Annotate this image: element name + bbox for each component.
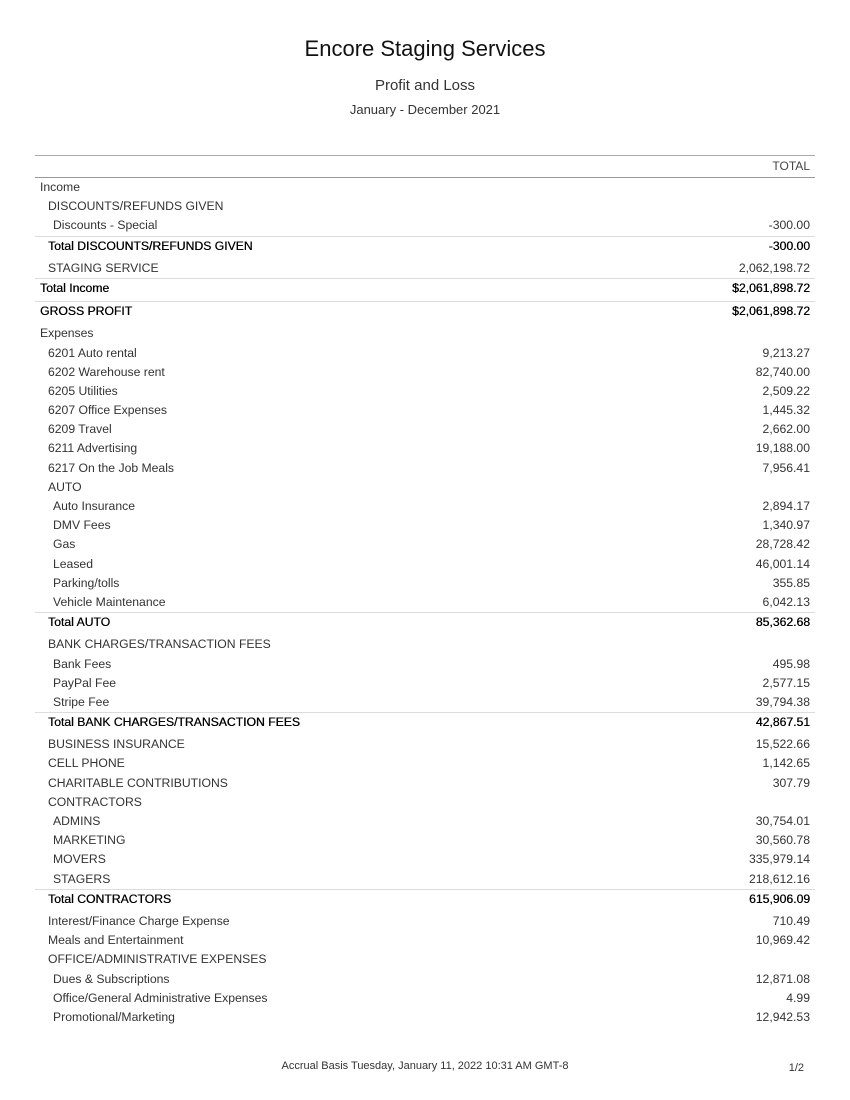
line-item-row xyxy=(35,774,815,793)
row-amount: 2,577.15 xyxy=(762,675,810,690)
column-header-total: TOTAL xyxy=(772,159,810,173)
line-item-row xyxy=(35,593,815,612)
row-label: Auto Insurance xyxy=(53,499,135,513)
row-label: Bank Fees xyxy=(53,656,112,671)
total-row xyxy=(35,889,815,909)
row-label: MARKETING xyxy=(53,833,126,848)
report-title: Profit and Loss xyxy=(374,77,476,94)
line-item-row xyxy=(35,344,815,363)
row-label: Interest/Finance Charge Expense xyxy=(48,913,230,928)
row-label: CONTRACTORS xyxy=(48,794,142,809)
line-item-row xyxy=(35,754,815,773)
line-item-row xyxy=(35,912,815,931)
row-label: GROSS PROFIT xyxy=(40,304,133,319)
line-item-row xyxy=(35,420,815,439)
row-label: Promotional/Marketing xyxy=(53,1009,175,1024)
row-amount: 2,894.17 xyxy=(762,499,810,513)
line-item-row xyxy=(35,363,815,382)
row-amount: 9,213.27 xyxy=(762,345,810,360)
row-amount: 6,042.13 xyxy=(762,594,810,609)
row-label: 6202 Warehouse rent xyxy=(48,364,165,379)
row-amount: 218,612.16 xyxy=(749,871,810,886)
row-amount: 307.79 xyxy=(772,775,810,790)
row-label: Dues & Subscriptions xyxy=(53,971,170,986)
row-label: Total CONTRACTORS xyxy=(48,891,172,906)
row-amount: 4.99 xyxy=(786,990,810,1005)
row-label: STAGERS xyxy=(53,871,111,886)
row-label: BUSINESS INSURANCE xyxy=(48,737,185,752)
total-row xyxy=(35,236,815,256)
line-item-row xyxy=(35,259,815,278)
row-amount: 28,728.42 xyxy=(755,537,810,552)
section-header-row xyxy=(35,178,815,197)
line-item-row xyxy=(35,439,815,458)
line-item-row xyxy=(35,555,815,574)
section-header-row xyxy=(35,635,815,654)
section-header-row xyxy=(35,197,815,216)
row-label: 6217 On the Job Meals xyxy=(48,460,175,475)
row-label: 6201 Auto rental xyxy=(48,345,137,360)
row-amount: 355.85 xyxy=(772,575,810,590)
row-label: AUTO xyxy=(48,479,82,494)
line-item-row xyxy=(35,812,815,831)
row-label: BANK CHARGES/TRANSACTION FEES xyxy=(48,637,271,652)
row-label: 6207 Office Expenses xyxy=(48,403,168,418)
profit-loss-table xyxy=(35,155,815,1027)
total-row xyxy=(35,712,815,732)
row-label: Meals and Entertainment xyxy=(48,933,184,948)
row-label: 6205 Utilities xyxy=(48,383,118,398)
row-amount: 1,445.32 xyxy=(762,403,810,418)
line-item-row xyxy=(35,693,815,712)
line-item-row xyxy=(35,674,815,693)
row-amount: 12,871.08 xyxy=(755,971,810,986)
row-amount: 7,956.41 xyxy=(762,460,810,475)
row-amount: 42,867.51 xyxy=(755,715,810,730)
line-item-row xyxy=(35,459,815,478)
row-label: Office/General Administrative Expenses xyxy=(53,990,268,1005)
line-item-row xyxy=(35,382,815,401)
row-amount: 82,740.00 xyxy=(755,364,810,379)
row-amount: 1,340.97 xyxy=(762,518,810,533)
line-item-row xyxy=(35,831,815,850)
row-label: Total BANK CHARGES/TRANSACTION FEES xyxy=(48,715,300,730)
row-amount: -300.00 xyxy=(768,238,810,253)
row-amount: 2,662.00 xyxy=(762,422,810,437)
row-label: Vehicle Maintenance xyxy=(53,594,166,609)
line-item-row xyxy=(35,1008,815,1027)
section-header-row xyxy=(35,324,815,343)
line-item-row xyxy=(35,931,815,950)
row-amount: 615,906.09 xyxy=(749,891,810,906)
row-label: Total Income xyxy=(40,280,110,295)
company-name: Encore Staging Services xyxy=(304,36,546,61)
total-row xyxy=(35,612,815,632)
row-amount: 46,001.14 xyxy=(755,556,810,571)
line-item-row xyxy=(35,870,815,889)
line-item-row xyxy=(35,216,815,235)
section-header-row xyxy=(35,478,815,497)
line-item-row xyxy=(35,970,815,989)
row-amount: 12,942.53 xyxy=(755,1009,810,1024)
row-label: CHARITABLE CONTRIBUTIONS xyxy=(48,775,228,790)
row-label: Discounts - Special xyxy=(53,218,158,233)
row-label: Parking/tolls xyxy=(53,575,120,590)
row-label: ADMINS xyxy=(53,814,101,828)
line-item-row xyxy=(35,735,815,754)
line-item-row xyxy=(35,655,815,674)
row-amount: 30,754.01 xyxy=(755,814,810,828)
row-label: Expenses xyxy=(40,326,94,341)
total-row xyxy=(35,301,815,321)
row-label: 6209 Travel xyxy=(48,422,112,437)
row-label: DMV Fees xyxy=(53,518,111,533)
row-label: Gas xyxy=(53,537,76,552)
line-item-row xyxy=(35,989,815,1008)
line-item-row xyxy=(35,516,815,535)
row-amount: 2,062,198.72 xyxy=(738,260,810,275)
row-amount: -300.00 xyxy=(768,218,810,233)
report-rows xyxy=(35,178,815,1027)
row-label: CELL PHONE xyxy=(48,756,125,771)
row-label: STAGING SERVICE xyxy=(48,260,159,275)
row-label: Leased xyxy=(53,556,93,571)
row-amount: 19,188.00 xyxy=(755,441,810,456)
row-amount: 30,560.78 xyxy=(755,833,810,848)
row-label: 6211 Advertising xyxy=(48,441,138,456)
row-amount: 710.49 xyxy=(772,913,810,928)
line-item-row xyxy=(35,401,815,420)
row-amount: 1,142.65 xyxy=(762,756,810,771)
line-item-row xyxy=(35,574,815,593)
row-amount: 10,969.42 xyxy=(755,933,810,948)
row-label: Total DISCOUNTS/REFUNDS GIVEN xyxy=(48,238,253,253)
row-amount: 335,979.14 xyxy=(749,852,810,867)
row-amount: 15,522.66 xyxy=(755,737,810,752)
line-item-row xyxy=(35,497,815,516)
section-header-row xyxy=(35,793,815,812)
row-amount: 2,509.22 xyxy=(762,383,810,398)
row-amount: $2,061,898.72 xyxy=(732,304,810,319)
row-amount: 495.98 xyxy=(772,656,810,671)
total-row xyxy=(35,278,815,298)
report-period: January - December 2021 xyxy=(349,102,501,117)
row-amount: 39,794.38 xyxy=(755,694,810,709)
report-footer-basis: Accrual Basis Tuesday, January 11, 2022 10:31 AM GMT-8 xyxy=(281,1060,569,1072)
line-item-row xyxy=(35,535,815,554)
row-label: Total AUTO xyxy=(48,615,111,630)
page-number: 1/2 xyxy=(788,1062,804,1074)
row-label: PayPal Fee xyxy=(53,675,117,690)
line-item-row xyxy=(35,850,815,869)
row-label: MOVERS xyxy=(53,852,106,867)
row-label: Stripe Fee xyxy=(53,694,110,709)
section-header-row xyxy=(35,950,815,969)
row-label: Income xyxy=(40,180,80,194)
row-amount: 85,362.68 xyxy=(755,615,810,630)
row-label: OFFICE/ADMINISTRATIVE EXPENSES xyxy=(48,952,267,967)
column-header-row xyxy=(35,156,815,178)
row-amount: $2,061,898.72 xyxy=(732,280,810,295)
row-label: DISCOUNTS/REFUNDS GIVEN xyxy=(48,199,224,214)
